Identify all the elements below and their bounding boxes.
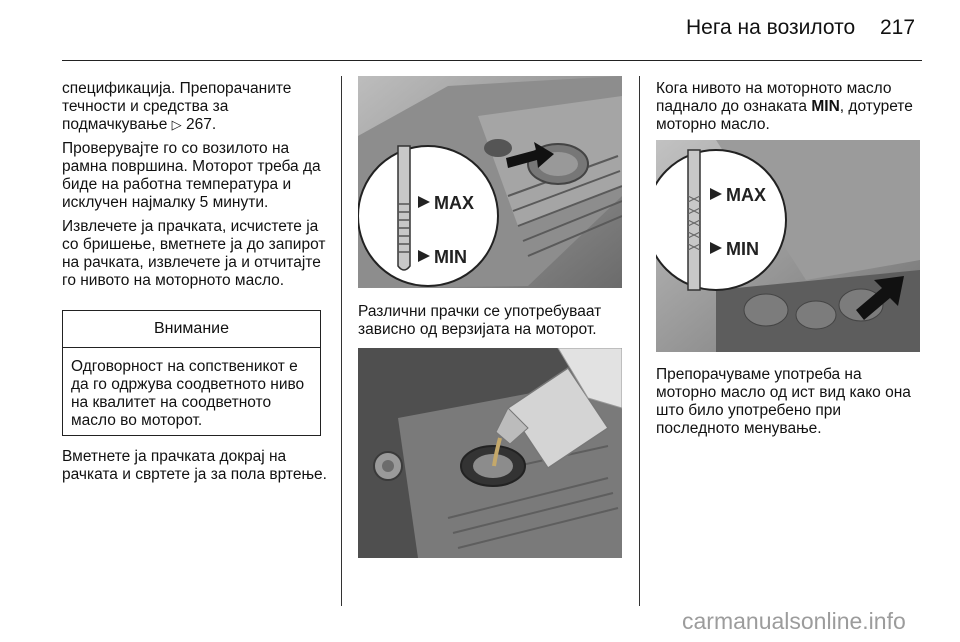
page-reference-icon: ▷: [171, 117, 182, 132]
right-column-top: [656, 80, 926, 140]
page-reference-link[interactable]: 267.: [185, 116, 217, 133]
fig1-min-label: MIN: [434, 247, 467, 267]
paragraph-dipstick: Извлечете ја прачката, исчистете ја со бришење, вметнете ја до запирот на рачката, извлечете ја и отчитајте го нивото на моторното масло.: [62, 218, 326, 289]
page-title: Нега на возилото: [686, 16, 856, 39]
fig2-min-label: MIN: [726, 239, 759, 259]
watermark: carmanualsonline.info: [682, 608, 906, 634]
left-column-bottom: [62, 448, 327, 490]
paragraph-spec: [62, 80, 327, 134]
left-column: [62, 80, 327, 296]
figure-caption: Различни прачки се употребуваат зависно од верзијата на моторот.: [358, 303, 602, 338]
column-divider-1: [341, 76, 342, 606]
middle-caption-block: [358, 303, 628, 345]
fig1-max-label: MAX: [434, 193, 474, 213]
warning-text: Одговорност на сопственикот е да го одржува соодветното ниво на квалитет на соодветното масло во моторот.: [71, 358, 305, 429]
paragraph-insert-dipstick: Вметнете ја прачката докрај на рачката и свртете ја за пола вртење.: [62, 448, 327, 483]
dipstick-engine-figure: [358, 76, 622, 288]
right-column-bottom: [656, 366, 926, 444]
paragraph-min-level: [656, 80, 926, 134]
warning-box: [62, 310, 321, 436]
paragraph-min-level-end: , дотурете моторно масло.: [656, 98, 913, 133]
column-divider-2: [639, 76, 640, 606]
header-divider: [62, 60, 922, 61]
page-number: 217: [880, 16, 916, 39]
warning-title: Внимание: [63, 311, 320, 348]
oil-filling-figure: [358, 348, 622, 558]
dipstick-engine-figure-2: [656, 140, 920, 352]
fig2-max-label: MAX: [726, 185, 766, 205]
paragraph-recommendation: Препорачуваме употреба на моторно масло од ист вид како она што било употребено при последното менување.: [656, 366, 911, 437]
min-keyword: MIN: [811, 98, 840, 115]
paragraph-level-surface: Проверувајте го со возилото на рамна површина. Моторот треба да биде на работна температура и исклучен најмалку 5 минути.: [62, 140, 321, 211]
paragraph-spec-text: спецификација. Препорачаните течности и средства за подмачкување: [62, 80, 292, 133]
paragraph-min-level-text: Кога нивото на моторното масло паднало до ознаката: [656, 80, 892, 115]
